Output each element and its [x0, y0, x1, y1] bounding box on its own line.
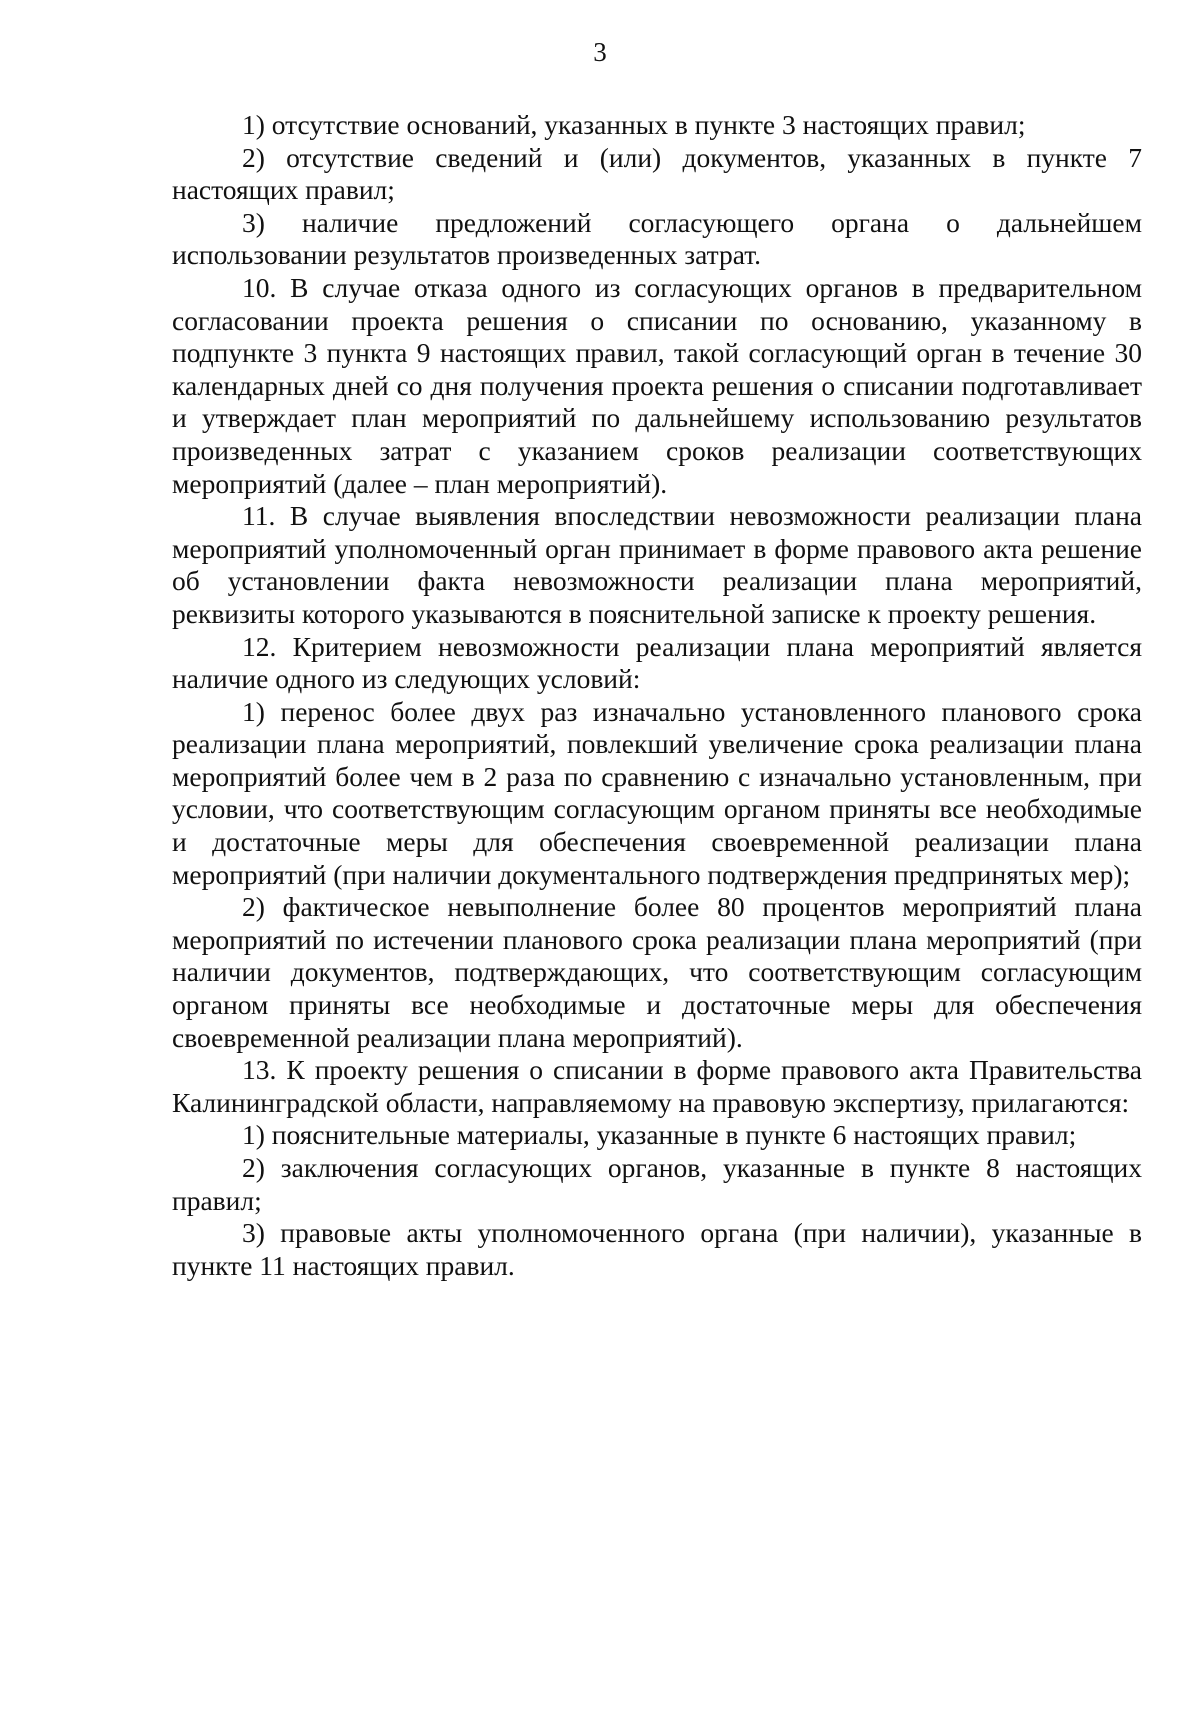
- paragraph-item-9-1: 1) отсутствие оснований, указанных в пункте 3 настоящих правил;: [242, 109, 1026, 140]
- paragraph-item-13-1: 1) пояснительные материалы, указанные в пункте 6 настоящих правил;: [242, 1119, 1077, 1151]
- paragraph-item-13-2: 2) заключения согласующих органов, указанные в пункте 8 настоящих правил;: [172, 1152, 1142, 1216]
- paragraph-clause-13: 13. К проекту решения о списании в форме правового акта Правительства Калининградской области, направляемому на правовую экспертизу, прилагаются:: [172, 1054, 1142, 1118]
- document-body: [172, 109, 1142, 1282]
- page-number: 3: [593, 37, 607, 67]
- paragraph-item-9-2: 2) отсутствие сведений и (или) документов, указанных в пункте 7 настоящих правил;: [172, 141, 1142, 206]
- paragraph-item-9-3: 3) наличие предложений согласующего органа о дальнейшем использовании результатов произведенных затрат.: [172, 206, 1142, 271]
- paragraph-item-13-3: 3) правовые акты уполномоченного органа (при наличии), указанные в пункте 11 настоящих правил.: [172, 1217, 1142, 1281]
- paragraph-clause-10: 10. В случае отказа одного из согласующих органов в предварительном согласовании проекта решения о списании по основанию, указанному в подпункте 3 пункта 9 настоящих правил, такой согласующий орган в течение 30 календарных дней со дня получения проекта решения о списании подготавливает и утверждает план мероприятий по дальнейшему использованию результатов произведенных затрат с указанием сроков реализации соответствующих мероприятий (далее – план мероприятий).: [172, 271, 1142, 499]
- paragraph-clause-11: 11. В случае выявления впоследствии невозможности реализации плана мероприятий уполномоченный орган принимает в форме правового акта решение об установлении факта невозможности реализации плана мероприятий, реквизиты которого указываются в пояснительной записке к проекту решения.: [172, 500, 1142, 629]
- paragraph-clause-12: 12. Критерием невозможности реализации плана мероприятий является наличие одного из следующих условий:: [172, 630, 1142, 695]
- paragraph-item-12-1: 1) перенос более двух раз изначально установленного планового срока реализации плана мероприятий, повлекший увеличение срока реализации плана мероприятий более чем в 2 раза по сравнению с изначально установленным, при условии, что соответствующим согласующим органом приняты все необходимые и достаточные меры для обеспечения своевременной реализации плана мероприятий (при наличии документального подтверждения предпринятых мер);: [172, 695, 1142, 890]
- paragraph-item-12-2: 2) фактическое невыполнение более 80 процентов мероприятий плана мероприятий по истечении планового срока реализации плана мероприятий (при наличии документов, подтверждающих, что соответствующим согласующим органом приняты все необходимые и достаточные меры для обеспечения своевременной реализации плана мероприятий).: [172, 891, 1142, 1053]
